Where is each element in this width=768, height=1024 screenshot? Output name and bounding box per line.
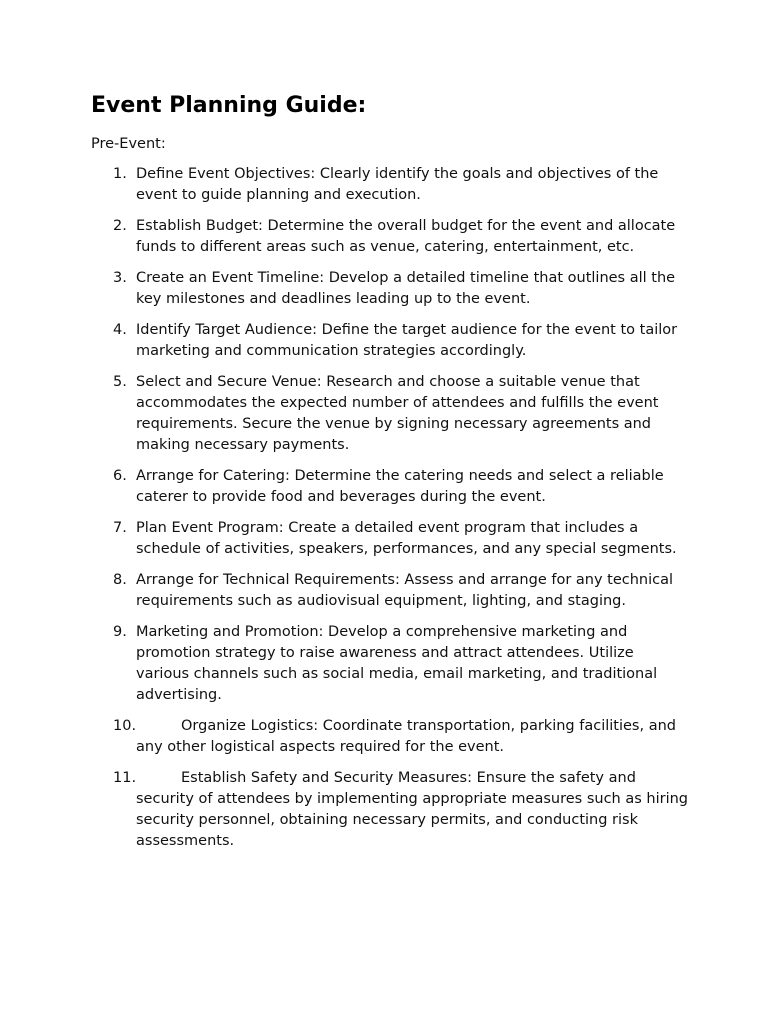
list-item (91, 716, 691, 758)
step-number: 1. (113, 166, 127, 182)
list-item (91, 518, 691, 560)
step-number: 5. (113, 374, 127, 390)
list-item (91, 320, 691, 362)
step-number: 8. (113, 572, 127, 588)
list-item (91, 622, 691, 706)
list-item (91, 216, 691, 258)
step-number: 6. (113, 468, 127, 484)
step-number: 11. (113, 770, 137, 786)
step-number: 2. (113, 218, 127, 234)
step-text: Establish Budget: Determine the overall budget for the event and allocate funds to different areas such as venue, catering, entertainment, etc. (136, 218, 676, 255)
section-label-pre-event: Pre-Event: (91, 136, 166, 152)
step-number: 7. (113, 520, 127, 536)
step-text: Identify Target Audience: Define the target audience for the event to tailor marketing and communication strategies accordingly. (136, 322, 678, 359)
step-text: Establish Safety and Security Measures: Ensure the safety and security of attendees by implementing appropriate measures such as hiring security personnel, obtaining necessary permits, and conducting risk assessments. (136, 770, 688, 849)
step-text: Select and Secure Venue: Research and choose a suitable venue that accommodates the expected number of attendees and fulfills the event requirements. Secure the venue by signing necessary agreements and making necessary payments. (136, 374, 659, 453)
step-text: Organize Logistics: Coordinate transportation, parking facilities, and any other logistical aspects required for the event. (136, 718, 676, 755)
step-number: 3. (113, 270, 127, 286)
document-title: Event Planning Guide: (91, 93, 367, 118)
step-number: 9. (113, 624, 127, 640)
step-number: 10. (113, 718, 137, 734)
step-text: Arrange for Catering: Determine the catering needs and select a reliable caterer to provide food and beverages during the event. (136, 468, 664, 505)
list-item (91, 372, 691, 456)
list-item (91, 570, 691, 612)
step-text: Define Event Objectives: Clearly identify the goals and objectives of the event to guide planning and execution. (136, 166, 659, 203)
list-item (91, 268, 691, 310)
list-item (91, 768, 691, 852)
pre-event-steps-list (91, 164, 691, 862)
list-item (91, 164, 691, 206)
step-text: Arrange for Technical Requirements: Assess and arrange for any technical requirements such as audiovisual equipment, lighting, and staging. (136, 572, 674, 609)
list-item (91, 466, 691, 508)
step-text: Plan Event Program: Create a detailed event program that includes a schedule of activities, speakers, performances, and any special segments. (136, 520, 677, 557)
step-number: 4. (113, 322, 127, 338)
step-text: Create an Event Timeline: Develop a detailed timeline that outlines all the key milestones and deadlines leading up to the event. (136, 270, 676, 307)
step-text: Marketing and Promotion: Develop a comprehensive marketing and promotion strategy to raise awareness and attract attendees. Utilize various channels such as social media, email marketing, and traditional advertising. (136, 624, 658, 703)
